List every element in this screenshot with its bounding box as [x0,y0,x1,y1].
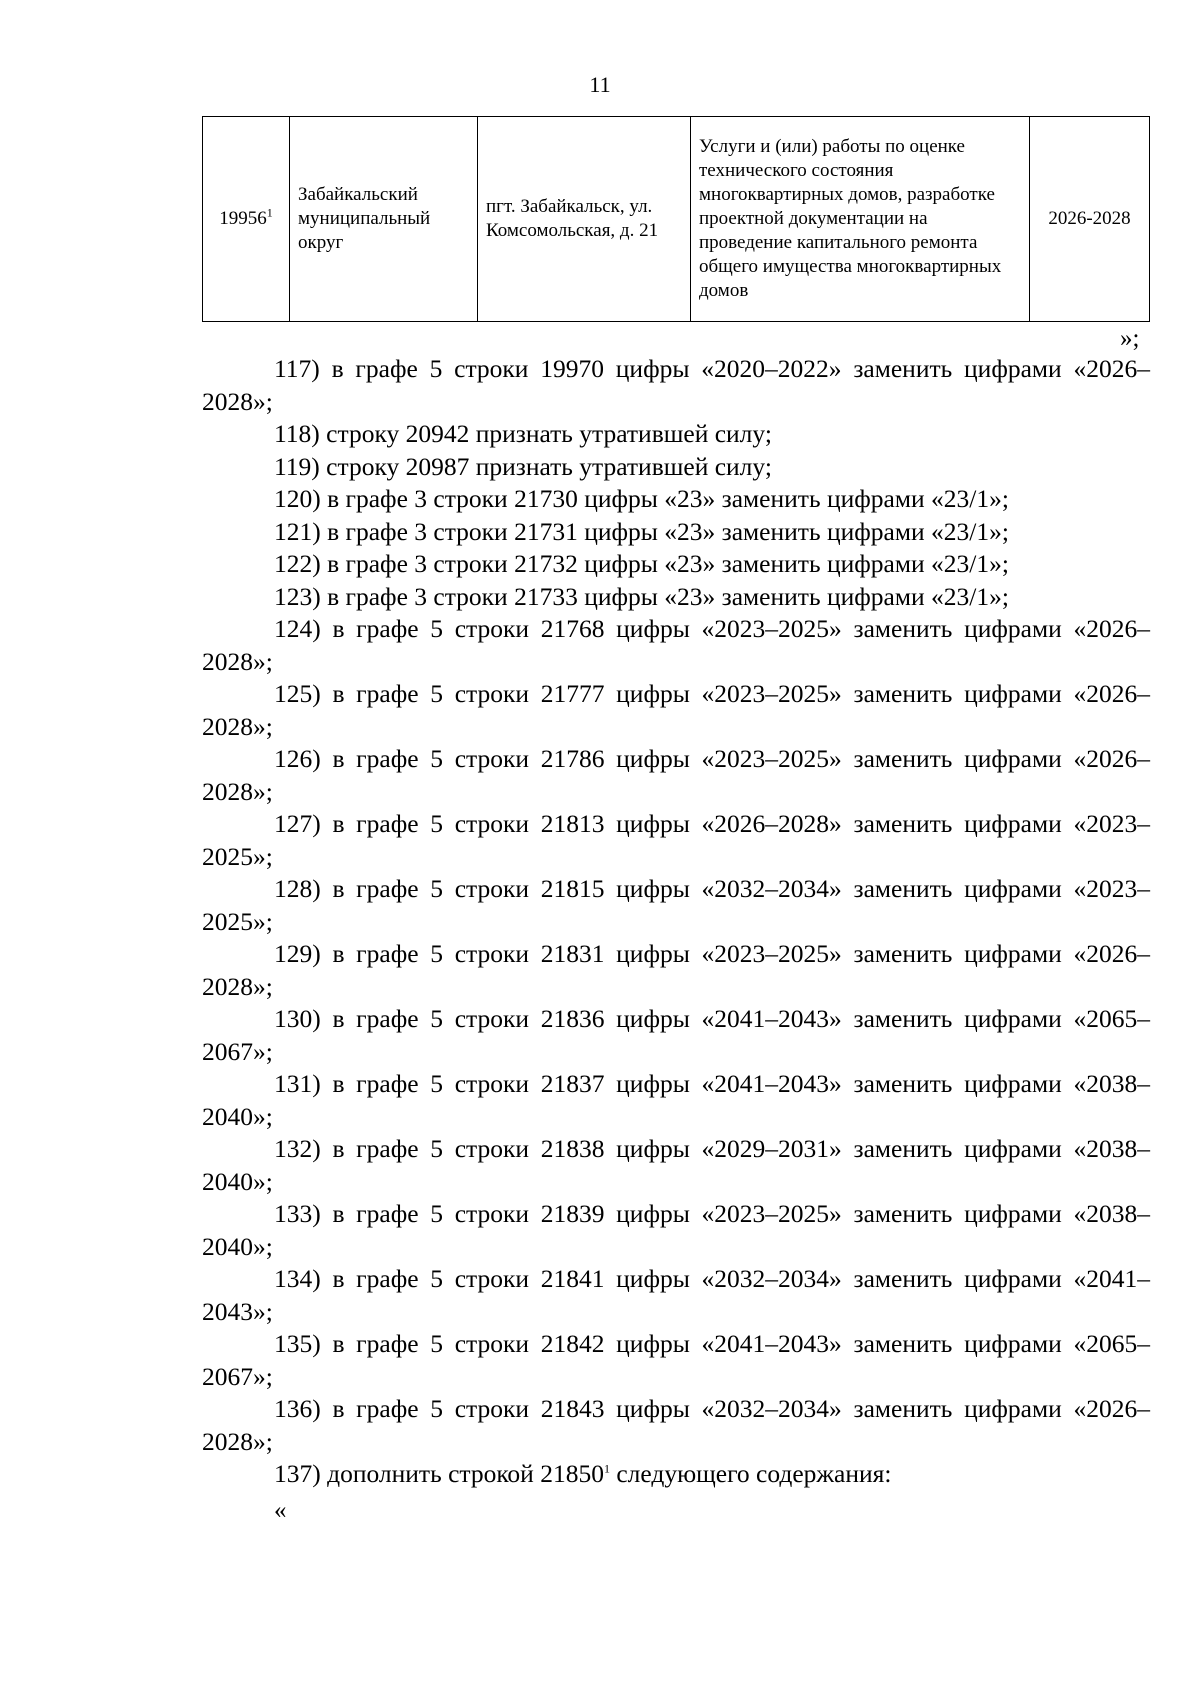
list-item-last [202,1458,1150,1491]
list-item: 133) в графе 5 строки 21839 цифры «2023–2025» заменить цифрами «2038–2040»; [202,1199,1150,1261]
opening-quote: « [274,1497,287,1524]
list-item: 134) в графе 5 строки 21841 цифры «2032–2034» заменить цифрами «2041–2043»; [202,1264,1150,1326]
last-item-text: 137) дополнить строкой 21850 [274,1459,604,1488]
list-item: 120) в графе 3 строки 21730 цифры «23» заменить цифрами «23/1»; [274,484,1009,513]
list-item: 135) в графе 5 строки 21842 цифры «2041–2043» заменить цифрами «2065–2067»; [202,1329,1150,1391]
list-item: 136) в графе 5 строки 21843 цифры «2032–2034» заменить цифрами «2026–2028»; [202,1394,1150,1456]
last-item-tail: следующего содержания: [609,1459,892,1488]
list-item: 124) в графе 5 строки 21768 цифры «2023–2025» заменить цифрами «2026–2028»; [202,614,1150,676]
table-closing-quote: »; [1120,325,1140,352]
list-item: 131) в графе 5 строки 21837 цифры «2041–2043» заменить цифрами «2038–2040»; [202,1069,1150,1131]
last-item-superscript: 1 [603,1461,610,1476]
page-number: 11 [589,72,611,97]
amendment-table [202,116,1150,322]
address-cell: пгт. Забайкальск, ул. Комсомольская, д. 21 [478,117,691,322]
list-item: 128) в графе 5 строки 21815 цифры «2032–2034» заменить цифрами «2023–2025»; [202,874,1150,936]
municipality-cell: Забайкальский муниципальный округ [290,117,478,322]
works-cell: Услуги и (или) работы по оценке технического состояния многоквартирных домов, разработке проектной документации на проведение капитального ремонта общего имущества многоквартирных домов [691,117,1030,322]
list-item: 132) в графе 5 строки 21838 цифры «2029–2031» заменить цифрами «2038–2040»; [202,1134,1150,1196]
row-number: 19956 [219,208,267,229]
list-item: 127) в графе 5 строки 21813 цифры «2026–2028» заменить цифрами «2023–2025»; [202,809,1150,871]
list-item: 122) в графе 3 строки 21732 цифры «23» заменить цифрами «23/1»; [274,549,1009,578]
list-item: 117) в графе 5 строки 19970 цифры «2020–2022» заменить цифрами «2026–2028»; [202,354,1150,416]
list-item: 121) в графе 3 строки 21731 цифры «23» заменить цифрами «23/1»; [274,516,1009,546]
list-item: 125) в графе 5 строки 21777 цифры «2023–2025» заменить цифрами «2026–2028»; [202,679,1150,741]
list-item: 118) строку 20942 признать утратившей силу; [274,419,772,448]
list-item: 119) строку 20987 признать утратившей силу; [274,451,772,481]
list-item: 123) в графе 3 строки 21733 цифры «23» заменить цифрами «23/1»; [274,581,1009,611]
list-item: 130) в графе 5 строки 21836 цифры «2041–2043» заменить цифрами «2065–2067»; [202,1004,1150,1066]
list-item: 129) в графе 5 строки 21831 цифры «2023–2025» заменить цифрами «2026–2028»; [202,939,1150,1001]
row-number-cell [203,117,290,322]
table-row [203,117,1150,322]
amendment-list [202,353,1150,1491]
list-item: 126) в графе 5 строки 21786 цифры «2023–2025» заменить цифрами «2026–2028»; [202,744,1150,806]
years-cell: 2026-2028 [1030,117,1150,322]
row-number-superscript: 1 [266,205,273,220]
